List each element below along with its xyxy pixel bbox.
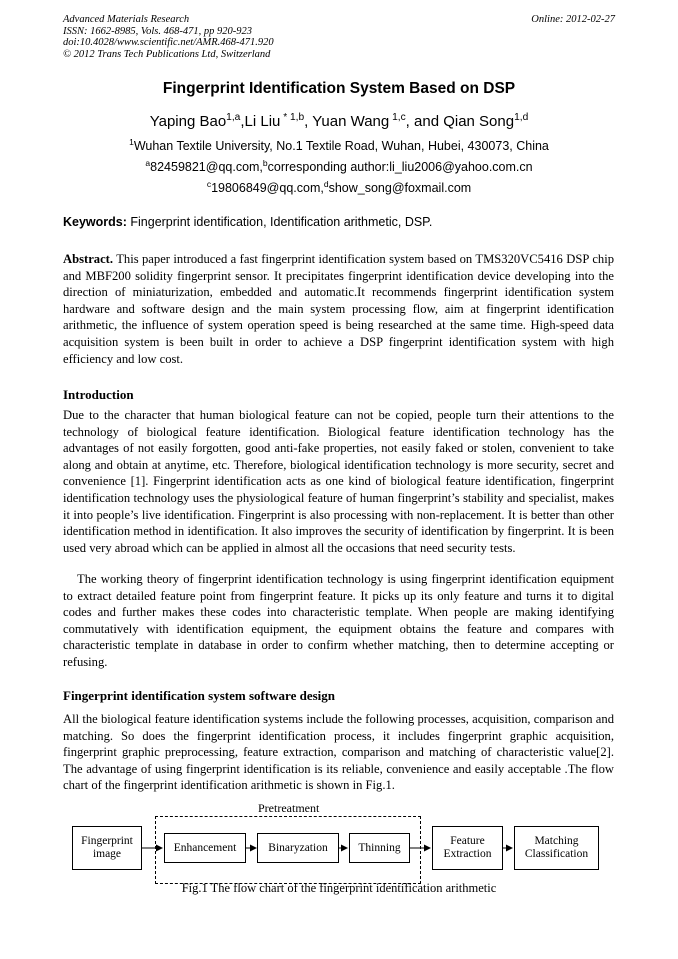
enhancement-box bbox=[164, 833, 246, 863]
author-sup: 1,a bbox=[226, 112, 241, 123]
affiliation-text: Wuhan Textile University, No.1 Textile Road, Wuhan, Hubei, 430073, China bbox=[133, 139, 549, 153]
online-date: Online: 2012-02-27 bbox=[531, 14, 615, 25]
box-label: Feature bbox=[450, 835, 485, 847]
box-label: Enhancement bbox=[173, 841, 237, 854]
thinning-box bbox=[349, 833, 410, 863]
box-label: Extraction bbox=[443, 848, 492, 860]
introduction-heading: Introduction bbox=[63, 387, 134, 402]
figure-caption: Fig.1 The flow chart of the fingerprint identification arithmetic bbox=[181, 881, 497, 895]
journal-name: Advanced Materials Research bbox=[63, 14, 190, 25]
software-design-heading: Fingerprint identification system software design bbox=[63, 688, 336, 703]
email-d: show_song@foxmail.com bbox=[328, 181, 472, 195]
author-sup: 1,c bbox=[389, 112, 406, 123]
box-label: Thinning bbox=[358, 841, 401, 854]
author-sup: * 1,b bbox=[280, 112, 305, 123]
email-b: corresponding author:li_liu2006@yahoo.com.cn bbox=[267, 160, 533, 174]
pretreatment-label: Pretreatment bbox=[258, 801, 320, 815]
email-sup: b bbox=[262, 157, 268, 168]
affiliation-sup: 1 bbox=[129, 136, 134, 147]
box-label: image bbox=[92, 848, 122, 860]
abstract-text: This paper introduced a fast fingerprint identification system based on TMS320VC5416 DSP chip and MBF200 solidity fingerprint sensor. It precipitates fingerprint identification device developing into the direction of miniaturization, embedded and automatic.It recommends fingerprint identification system hardware and software design and the main system processing flow, aim at fingerprint identification arithmetic, the influence of system operation speed is being researched at the same time. High-speed data acquisition system is been built in order to achieve a DSP fingerprint identification system with high efficiency and low cost. bbox=[63, 252, 614, 366]
box-label: Classification bbox=[524, 848, 589, 860]
email-sup: c bbox=[206, 178, 212, 189]
author-name: ,Li Liu bbox=[240, 113, 281, 130]
box-label: Fingerprint bbox=[81, 835, 133, 847]
abstract-label: Abstract. bbox=[63, 252, 114, 266]
box-label: Matching bbox=[534, 835, 579, 847]
software-design-paragraph: All the biological feature identification systems include the following processes, acquisition, comparison and matching. So does the fingerprint identification process, it includes fingerprint graphic acquisition, fingerprint graphic preprocessing, feature extraction, comparison and matching of characteristic value[2]. The advantage of using fingerprint identification is its reliable, convenience and easily acceptable .The flow chart of the fingerprint identification arithmetic is shown in Fig.1. bbox=[63, 712, 614, 793]
feature-extraction-box bbox=[432, 826, 503, 870]
box-label: Binaryzation bbox=[268, 841, 328, 854]
email-sup: a bbox=[145, 157, 151, 168]
paper-title: Fingerprint Identification System Based on DSP bbox=[162, 80, 516, 97]
author-name: , Yuan Wang bbox=[304, 113, 390, 130]
issn-line: ISSN: 1662-8985, Vols. 468-471, pp 920-923 bbox=[63, 25, 252, 37]
email-a: 82459821@qq.com, bbox=[150, 160, 263, 174]
keywords-text: Fingerprint identification, Identification arithmetic, DSP. bbox=[126, 215, 433, 229]
doi-line: doi:10.4028/www.scientific.net/AMR.468-471.920 bbox=[63, 37, 274, 48]
matching-classification-box bbox=[514, 826, 599, 870]
email-sup: d bbox=[323, 178, 329, 189]
email-c: 19806849@qq.com, bbox=[211, 181, 324, 195]
introduction-paragraph-1: Due to the character that human biological feature can not be copied, people turn their attentions to the technology of biological feature identification. Biological feature identification technology has the advantages of not easily forgotten, good anti-fake properties, not easily faked or stolen, convenient to take along and obtain at anytime, etc. Therefore, biological identification technology is more security, secret and convenience [1]. Fingerprint identification acts as one kind of biological feature identification, fingerprint identification technology uses the physiological feature of human fingerprint’s stability and specialist, makes it into people’s live identification. Fingerprint is also processing with non-replacement. It is better than other identification method in identification. It also improves the security of identification by fingerprint. It is been used very abroad which can be applied in almost all the occasions that need security tests. bbox=[63, 408, 614, 555]
author-sup: 1,d bbox=[514, 112, 529, 123]
fingerprint-image-box bbox=[72, 826, 142, 870]
copyright-line: © 2012 Trans Tech Publications Ltd, Switzerland bbox=[63, 48, 271, 60]
keywords-label: Keywords: bbox=[63, 215, 127, 229]
author-name: , and Qian Song bbox=[405, 113, 515, 130]
introduction-paragraph-2: The working theory of fingerprint identification technology is using fingerprint identification equipment to extract detailed feature point from fingerprint feature. It picks up its only feature and turns it to digital codes and further makes these codes into characteristic template. When people are making identifying commutatively with identification equipment, the equipment obtains the feature and compares with characteristic template in database in order to confirm whether matching, then to determine accepting or refusing. bbox=[63, 572, 614, 669]
author-name: Yaping Bao bbox=[149, 113, 227, 130]
binaryzation-box bbox=[257, 833, 339, 863]
